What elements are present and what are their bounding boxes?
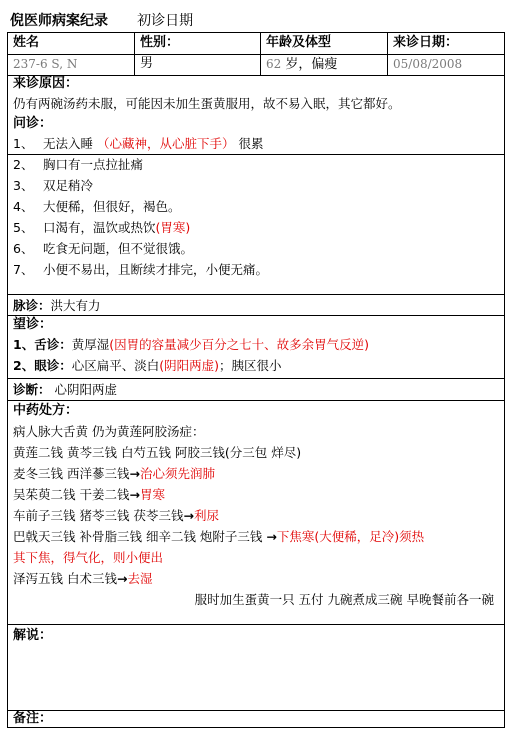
item-text: 胸口有一点拉扯痛: [43, 157, 144, 172]
inquiry-item: [13, 238, 504, 259]
eye-note: (阴阳两虚): [159, 358, 219, 373]
item-number: 3、: [13, 178, 34, 193]
herb-text: 黄莲二钱 黄芩三钱 白芍五钱 阿胶三钱(分三包 烊尽): [13, 445, 302, 460]
item-text: 双足稍冷: [43, 178, 94, 193]
gender-field[interactable]: 男: [135, 54, 261, 75]
gender-header: 性别：: [135, 33, 261, 54]
item-text: 无法入睡: [43, 136, 94, 151]
diagnosis-text: 心阴阳两虚: [54, 382, 118, 397]
item-tail: 很累: [238, 136, 264, 151]
arrow-icon: →: [116, 571, 128, 586]
herb-text: 车前子三钱 猪苓三钱 茯苓三钱: [13, 508, 184, 523]
item-number: 5、: [13, 220, 34, 235]
herb-text: 吴茱萸二钱 干姜二钱: [13, 487, 130, 502]
herb-text: 泽泻五钱 白术三钱: [13, 571, 117, 586]
diagnosis-section: [8, 379, 504, 401]
prescription-label: 中药处方：: [13, 403, 79, 418]
item-number: 6、: [13, 241, 34, 256]
arrow-icon: →: [129, 466, 140, 481]
inquiry-section: [8, 115, 504, 295]
observation-label: 望诊：: [13, 317, 53, 332]
reason-label: 来诊原因：: [13, 76, 79, 91]
herb-line: [13, 463, 504, 484]
herb-line: [13, 442, 504, 463]
pulse-section: [8, 295, 504, 316]
eye-label: 2、眼诊：: [13, 358, 72, 373]
visit-date-field[interactable]: 05/08/2008: [393, 57, 463, 71]
remarks-label: 备注：: [13, 711, 53, 726]
item-text: 吃食无问题，但不觉很饿。: [43, 241, 194, 256]
tongue-text: 黄厚湿: [71, 337, 110, 352]
tongue-label: 1、舌诊：: [13, 337, 72, 352]
item-number: 1、: [13, 136, 34, 151]
item-text: 口渴有，温饮或热饮: [43, 220, 156, 235]
eye-tail: ；胰区很小: [218, 358, 282, 373]
pulse-line: [13, 295, 504, 316]
pulse-label: 脉诊：: [13, 298, 51, 313]
inquiry-item: [13, 133, 504, 154]
age-number: 62: [266, 57, 282, 71]
first-visit-date-label: 初诊日期: [137, 13, 194, 29]
item-text: 小便不易出，且断续才排完，小便无痛。: [43, 262, 269, 277]
arrow-icon: →: [183, 508, 194, 523]
inquiry-item: [13, 175, 504, 196]
patient-id-field[interactable]: 237-6 S, N: [8, 54, 135, 75]
patient-info-header-row: [8, 33, 504, 55]
herb-line: [13, 568, 504, 589]
prescription-section: [8, 401, 504, 625]
record-title: 倪医师病案纪录: [10, 13, 108, 29]
item-number: 2、: [13, 157, 34, 172]
herb-line: [13, 526, 504, 547]
pulse-text: 洪大有力: [50, 298, 101, 313]
observation-section: [8, 316, 504, 379]
arrow-icon: →: [129, 487, 140, 502]
inquiry-item: [13, 259, 504, 280]
herb-text: 巴戟天三钱 补骨脂三钱 细辛二钱 炮附子三钱: [13, 529, 267, 544]
herb-note: 下焦寒(大便稀，足冷)须热: [276, 529, 425, 544]
herb-line: [13, 547, 504, 568]
inquiry-item: [13, 196, 504, 217]
remarks-section: [8, 711, 504, 727]
herb-text: 麦冬三钱 西洋蔘三钱: [13, 466, 130, 481]
diagnosis-label: 诊断：: [13, 382, 51, 397]
item-note: （心藏神，从心脏下手）: [97, 136, 235, 151]
item-number: 4、: [13, 199, 34, 214]
explanation-label: 解说：: [13, 628, 53, 643]
inquiry-item: [13, 154, 504, 175]
inquiry-item: [13, 217, 504, 238]
herb-note: 治心须先润肺: [139, 466, 215, 481]
visit-date-header: 来诊日期：: [393, 35, 459, 50]
tongue-note: (因胃的容量减少百分之七十、故多余胃气反逆): [109, 337, 369, 352]
item-text: 大便稀，但很好，褐色。: [43, 199, 181, 214]
herb-note: 去湿: [127, 571, 153, 586]
herb-note: 其下焦，得气化，则小便出: [13, 550, 164, 565]
item-note: (胃寒): [155, 220, 191, 235]
age-description: 岁，偏瘦: [285, 57, 338, 72]
herb-line: [13, 484, 504, 505]
prescription-intro: 病人脉大舌黄 仍为黄莲阿胶汤症：: [13, 424, 205, 439]
item-number: 7、: [13, 262, 34, 277]
tongue-diagnosis: [13, 334, 504, 355]
inquiry-label: 问诊：: [13, 116, 53, 131]
herb-note: 胃寒: [139, 487, 165, 502]
diagnosis-line: [13, 379, 504, 400]
usage-instructions: 服时加生蛋黄一只 五付 九碗煮成三碗 早晚餐前各一碗: [194, 592, 494, 607]
herb-line: [13, 505, 504, 526]
eye-text: 心区扁平、淡白: [71, 358, 160, 373]
eye-diagnosis: [13, 355, 504, 376]
age-header: 年龄及体型: [261, 33, 388, 54]
record-form: [7, 32, 505, 728]
name-header: 姓名: [8, 33, 135, 54]
arrow-icon: →: [266, 529, 277, 544]
explanation-section: [8, 625, 504, 711]
patient-info-value-row: [8, 54, 504, 76]
herb-note: 利尿: [193, 508, 219, 523]
reason-text: 仍有两碗汤药未服，可能因未加生蛋黄服用，故不易入眠，其它都好。: [13, 96, 401, 111]
age-field[interactable]: [261, 54, 388, 75]
record-header: [10, 10, 193, 30]
